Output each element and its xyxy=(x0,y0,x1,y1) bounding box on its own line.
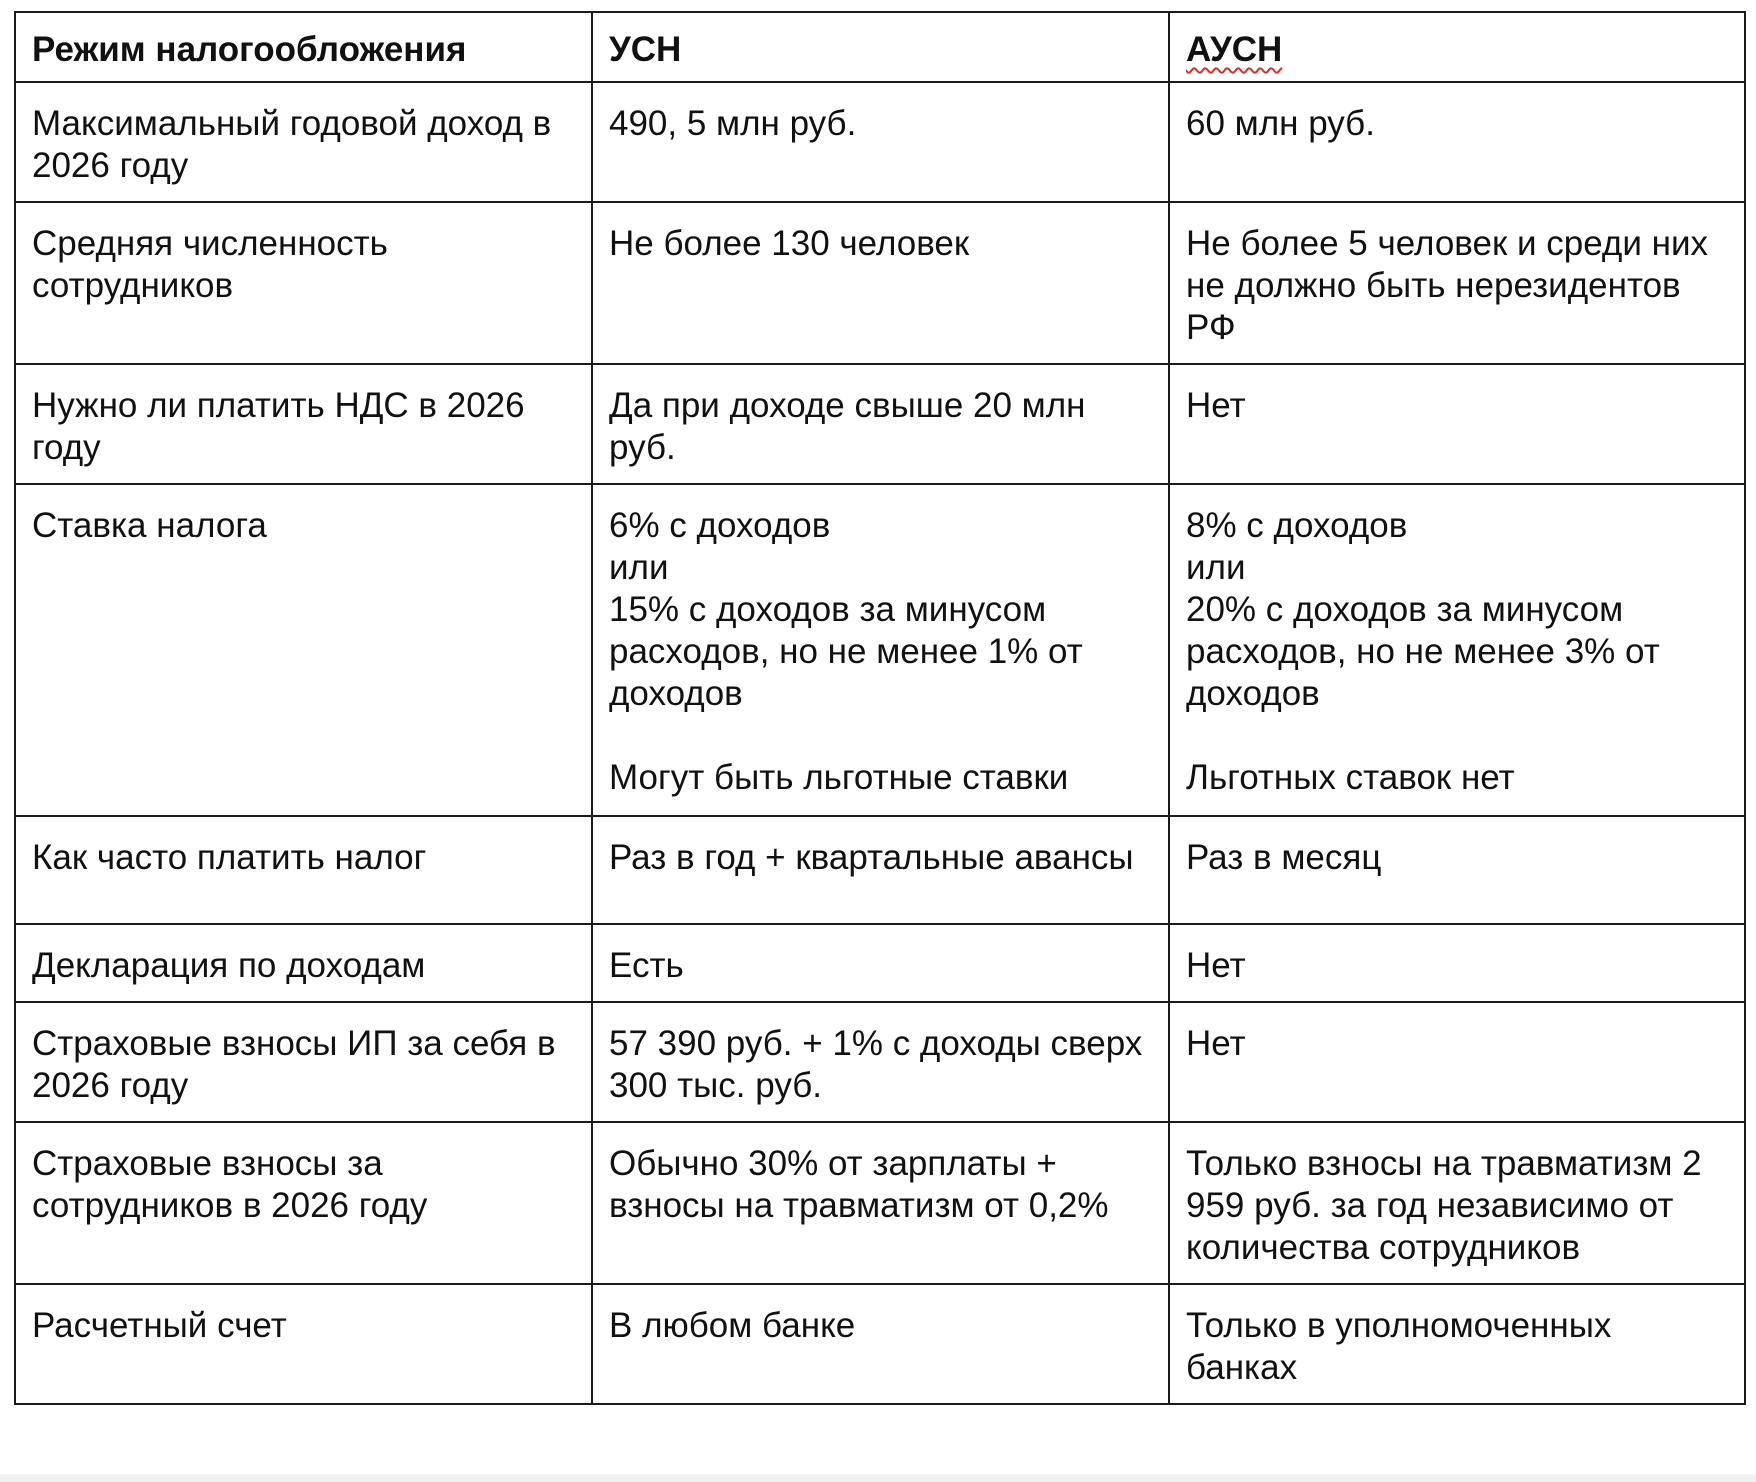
criterion-text: Нужно ли платить НДС в 2026 году xyxy=(32,386,535,467)
header-ausn-label: АУСН xyxy=(1186,30,1283,69)
criterion-text: Ставка налога xyxy=(32,506,267,545)
header-cell-regime xyxy=(15,12,592,82)
table-row xyxy=(15,202,1745,364)
criterion-text: Максимальный годовой доход в 2026 году xyxy=(32,104,562,185)
header-cell-ausn xyxy=(1169,12,1745,82)
page-bottom-edge xyxy=(0,1474,1756,1482)
criterion-text: Страховые взносы за сотрудников в 2026 году xyxy=(32,1144,428,1225)
criterion-cell xyxy=(15,364,592,484)
usn-cell xyxy=(592,1122,1169,1284)
usn-value: Не более 130 человек xyxy=(609,224,970,263)
criterion-cell xyxy=(15,202,592,364)
table-row xyxy=(15,82,1745,202)
ausn-cell xyxy=(1169,816,1745,924)
usn-cell xyxy=(592,364,1169,484)
ausn-cell xyxy=(1169,484,1745,816)
usn-cell xyxy=(592,484,1169,816)
criterion-text: Как часто платить налог xyxy=(32,838,427,877)
usn-value: 6% с доходов или 15% с доходов за минусом расходов, но не менее 1% от доходов Могут быть льготные ставки xyxy=(609,506,1083,797)
ausn-cell xyxy=(1169,924,1745,1002)
usn-value: Обычно 30% от зарплаты + взносы на травматизм от 0,2% xyxy=(609,1144,1109,1225)
table-row xyxy=(15,1284,1745,1404)
usn-cell xyxy=(592,202,1169,364)
header-cell-usn xyxy=(592,12,1169,82)
ausn-value: Только взносы на травматизм 2 959 руб. за год независимо от количества сотрудников xyxy=(1186,1144,1712,1267)
ausn-value: Не более 5 человек и среди них не должно быть нерезидентов РФ xyxy=(1186,224,1718,347)
criterion-text: Декларация по доходам xyxy=(32,946,426,985)
ausn-cell xyxy=(1169,364,1745,484)
tax-regime-comparison-table xyxy=(14,11,1746,1405)
ausn-value: 60 млн руб. xyxy=(1186,104,1375,143)
ausn-value: Нет xyxy=(1186,1024,1246,1063)
table-row xyxy=(15,924,1745,1002)
criterion-text: Средняя численность сотрудников xyxy=(32,224,398,305)
ausn-value: Нет xyxy=(1186,946,1246,985)
header-regime-label: Режим налогообложения xyxy=(32,30,467,69)
table-row xyxy=(15,816,1745,924)
ausn-value: 8% с доходов или 20% с доходов за минусом расходов, но не менее 3% от доходов Льготных ставок нет xyxy=(1186,506,1660,797)
ausn-value: Раз в месяц xyxy=(1186,838,1382,877)
usn-cell xyxy=(592,816,1169,924)
table-row xyxy=(15,1002,1745,1122)
ausn-cell xyxy=(1169,1122,1745,1284)
usn-value: 57 390 руб. + 1% с доходы сверх 300 тыс. руб. xyxy=(609,1024,1153,1105)
ausn-cell xyxy=(1169,202,1745,364)
table-row xyxy=(15,1122,1745,1284)
criterion-cell xyxy=(15,924,592,1002)
usn-value: Да при доходе свыше 20 млн руб. xyxy=(609,386,1096,467)
table-row xyxy=(15,484,1745,816)
ausn-cell xyxy=(1169,1284,1745,1404)
criterion-cell xyxy=(15,1284,592,1404)
header-usn-label: УСН xyxy=(609,30,682,69)
criterion-text: Страховые взносы ИП за себя в 2026 году xyxy=(32,1024,566,1105)
table-header-row xyxy=(15,12,1745,82)
usn-value: 490, 5 млн руб. xyxy=(609,104,857,143)
ausn-cell xyxy=(1169,1002,1745,1122)
usn-value: Раз в год + квартальные авансы xyxy=(609,838,1134,877)
criterion-cell xyxy=(15,82,592,202)
ausn-value: Только в уполномоченных банках xyxy=(1186,1306,1622,1387)
usn-cell xyxy=(592,1284,1169,1404)
criterion-cell xyxy=(15,484,592,816)
ausn-cell xyxy=(1169,82,1745,202)
ausn-value: Нет xyxy=(1186,386,1246,425)
usn-cell xyxy=(592,924,1169,1002)
usn-cell xyxy=(592,82,1169,202)
usn-value: Есть xyxy=(609,946,684,985)
usn-cell xyxy=(592,1002,1169,1122)
criterion-cell xyxy=(15,1122,592,1284)
usn-value: В любом банке xyxy=(609,1306,856,1345)
table-row xyxy=(15,364,1745,484)
criterion-cell xyxy=(15,816,592,924)
criterion-text: Расчетный счет xyxy=(32,1306,287,1345)
criterion-cell xyxy=(15,1002,592,1122)
